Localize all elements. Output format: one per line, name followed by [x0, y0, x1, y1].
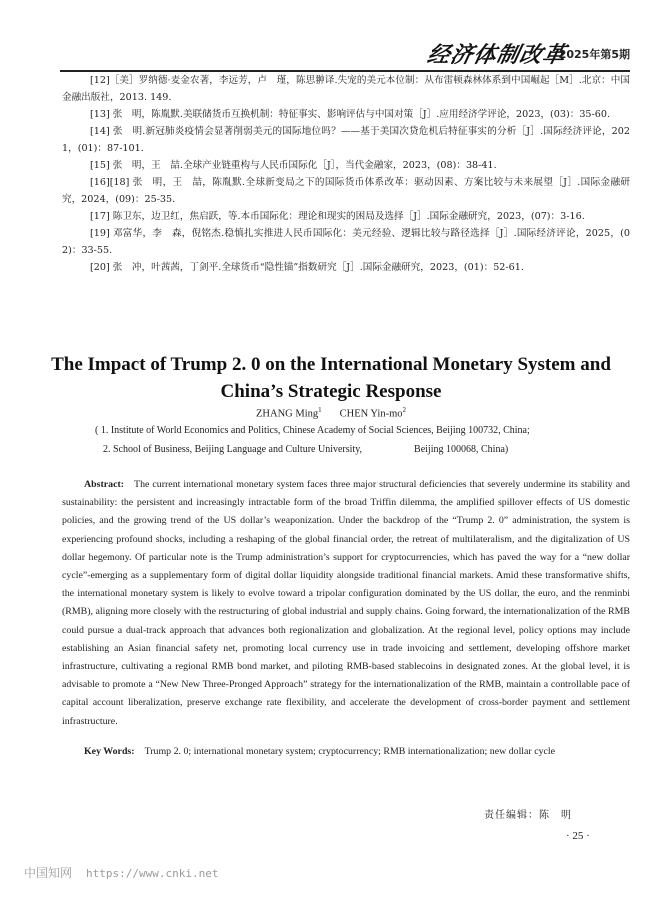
abstract-text: The current international monetary system faces three major structural deficiencies that severely undermine its stability and sustainability: the persistent and increasingly intractable form of the broad Triffin dilemma, the amplified spillover effects of US domestic policies, and the growing trend of the US dollar’s weaponization. Under the backdrop of the “Trump 2. 0” administration, the system is experiencing profound shocks, including a reshaping of the global financial order, the retreat of multilateralism, and the digitalization of US dollar hegemony. Of particular note is the Trump administration’s support for cryptocurrencies, which has paved the way for a “new dollar cycle”-emerging as a supplementary form of digital dollar liquidity alongside traditional financial markets. Amid these transformative shifts, the international monetary system is likely to evolve toward a tripolar configuration dominated by the US dollar, the euro, and the renminbi (RMB), aligning more closely with the restructuring of global industrial and supply chains. Going forward, the internationalization of the RMB could pursue a dual-track approach that advances both regionalization and globalization. At the regional level, policy options may include establishing an Asian financial safety net, promoting local currency use in trade invoicing and settlement, developing offshore market infrastructure, cultivating a regional RMB bond market, and piloting RMB-based stablecoins in designated zones. At the global level, it is advisable to promote a “New New Three-Pronged Approach” strategy for the internationalization of the RMB, maintain a controllable pace of capital account liberalization, preserve exchange rate flexibility, and accelerate the development of cross-border payment and settlement infrastructure.	[62, 479, 630, 727]
author-superscript: 1	[318, 406, 322, 414]
abstract-label: Abstract:	[84, 479, 125, 490]
abstract-paragraph	[62, 476, 630, 731]
reference-item: [13] 张 明，陈胤默.美联储货币互换机制：特征事实、影响评估与中国对策［J］.应用经济学评论，2023，(03)：35-60.	[90, 109, 611, 120]
issue-label: 2025年第5期	[558, 48, 630, 61]
author-line	[0, 406, 662, 420]
footer-site: 中国知网	[24, 866, 73, 880]
journal-logo: 经济体制改革	[424, 43, 569, 68]
page-number: · 25 ·	[566, 830, 590, 842]
author-name: ZHANG Ming	[255, 408, 319, 420]
keywords-label: Key Words:	[84, 746, 135, 757]
footer-url[interactable]: https://www.cnki.net	[86, 867, 219, 880]
affiliation-2	[95, 444, 508, 455]
article-title: The Impact of Trump 2. 0 on the International Monetary System and China’s Strategic Response	[51, 354, 611, 402]
reference-item: [12]［美］罗纳德·麦金农著，李远芳，卢 瑾，陈思翀译.失宠的美元本位制：从布雷顿森林体系到中国崛起［M］.北京：中国金融出版社，2013. 149.	[62, 75, 630, 103]
affiliation-1: ( 1. Institute of World Economics and Politics, Chinese Academy of Social Sciences, Beijing 100732, China;	[95, 425, 530, 436]
author-superscript: 2	[402, 406, 407, 414]
reference-item: [19] 邓富华，李 森，倪铭杰.稳慎扎实推进人民币国际化：美元经验、逻辑比较与路径选择［J］.国际经济评论，2025，(02)：33-55.	[62, 228, 630, 256]
keywords-text: Trump 2. 0; international monetary system; cryptocurrency; RMB internationalization; new dollar cycle	[144, 746, 556, 757]
reference-list	[62, 72, 630, 276]
responsible-editor: 责任编辑：陈 明	[484, 810, 572, 821]
reference-item: [14] 张 明.新冠肺炎疫情会显著削弱美元的国际地位吗？——基于美国次贷危机后特征事实的分析［J］.国际经济评论，2021，(01)：87-101.	[62, 126, 630, 154]
reference-item: [15] 张 明，王 喆.全球产业链重构与人民币国际化［J］，当代金融家，2023，(08)：38-41.	[90, 160, 497, 171]
author-name: CHEN Yin-mo	[339, 408, 403, 420]
affiliation-2-school: 2. School of Business, Beijing Language and Culture University,	[103, 444, 363, 455]
reference-item: [17] 陈卫东，边卫红，焦启跃，等.本币国际化：理论和现实的困局及选择［J］.国际金融研究，2023，(07)：3-16.	[90, 211, 585, 222]
keywords-paragraph	[62, 743, 630, 761]
reference-item: [16][18] 张 明，王 喆，陈胤默.全球新变局之下的国际货币体系改革：驱动因素、方案比较与未来展望［J］.国际金融研究，2024，(09)：25-35.	[62, 177, 630, 205]
page-header	[424, 42, 630, 68]
footer-watermark	[24, 864, 218, 881]
reference-item: [20] 张 冲，叶茜茜，丁剑平.全球货币“隐性锚”指数研究［J］.国际金融研究，2023，(01)：52-61.	[90, 262, 524, 273]
affiliation-2-city: Beijing 100068, China)	[414, 444, 509, 455]
